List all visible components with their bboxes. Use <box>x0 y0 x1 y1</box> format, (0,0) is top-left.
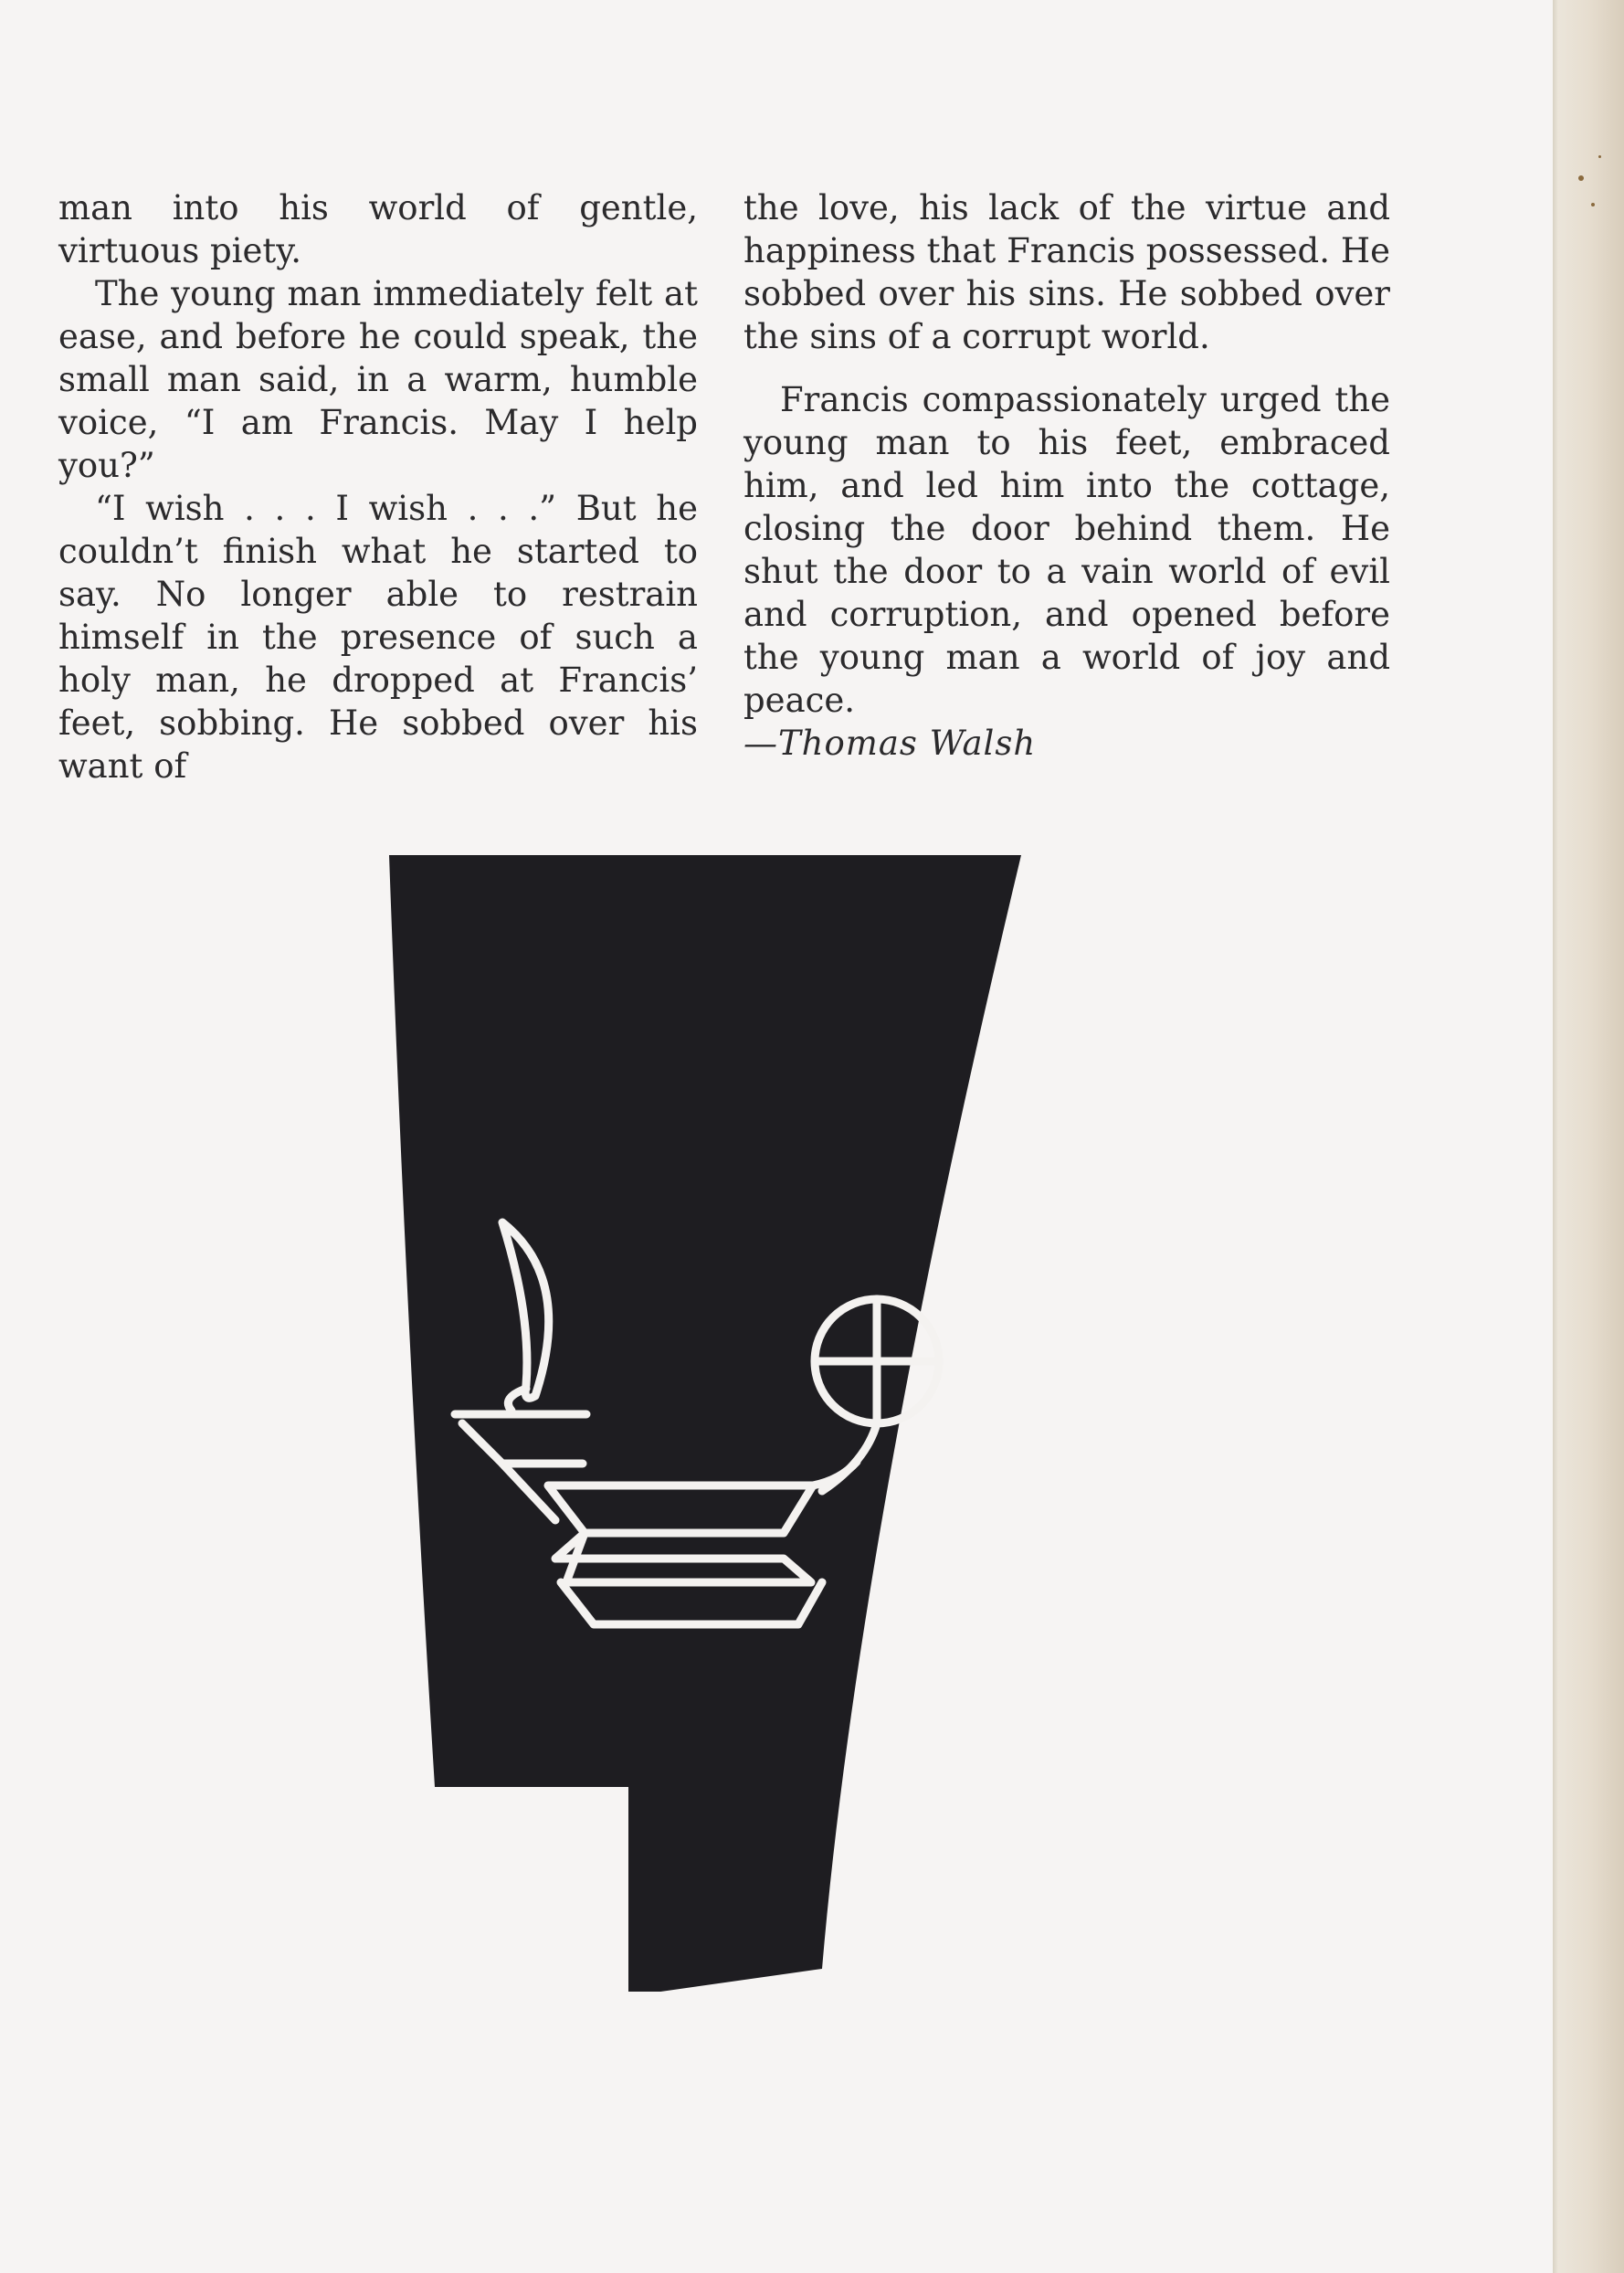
paragraph: the love, his lack of the virtue and happiness that Francis possessed. He sobbed over his sins. He sobbed over the sins of a corrupt world. <box>743 188 1390 356</box>
paragraph: “I wish . . . I wish . . .” But he couldn’t finish what he started to say. No longer able to restrain himself in the presence of such a holy man, he dropped at Francis’ feet, sobbing. He sobbed over his want of <box>58 489 698 786</box>
paper-speck <box>1578 175 1584 181</box>
lamp-illustration <box>365 840 1060 1992</box>
page-edge <box>1553 0 1624 2273</box>
author-byline: —Thomas Walsh <box>743 724 1037 763</box>
paper-speck <box>1591 203 1595 206</box>
illustration-background-shape <box>389 855 1021 1992</box>
paragraph: Francis compassionately urged the young man to his feet, embraced him, and led him into the cottage, closing the door behind them. He shut the door to a vain world of evil and corruption, and opened before the young man a world of joy and peace. <box>743 380 1390 720</box>
right-text-column <box>743 186 1390 765</box>
paper-speck <box>1598 155 1601 158</box>
paragraph: The young man immediately felt at ease, and before he could speak, the small man said, in a warm, humble voice, “I am Francis. May I help you?” <box>58 274 698 485</box>
paragraph: man into his world of gentle, virtuous piety. <box>58 188 698 270</box>
left-text-column <box>58 186 698 788</box>
